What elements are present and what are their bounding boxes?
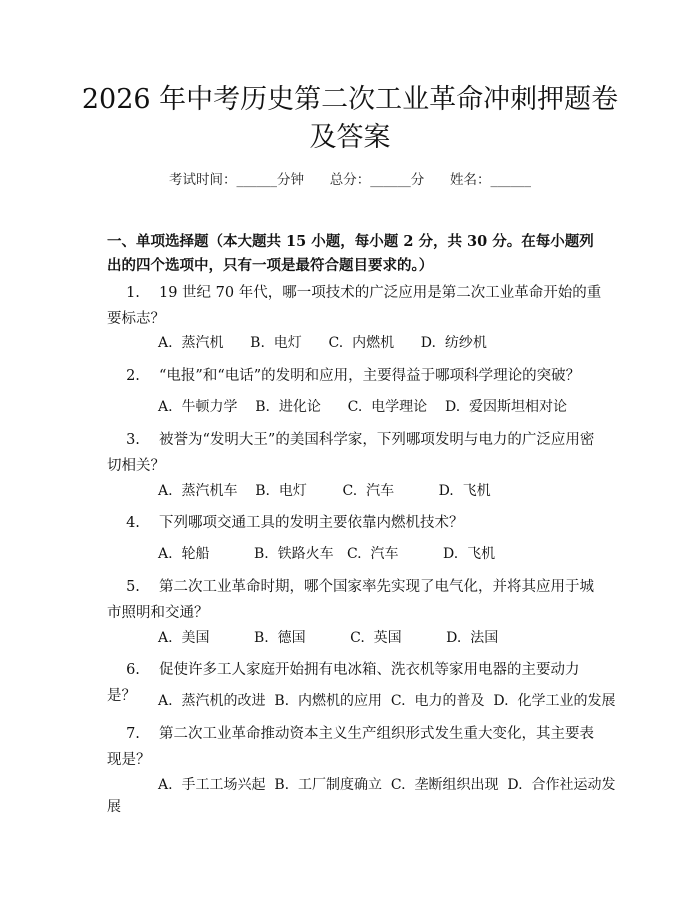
question-6-options: A. 蒸汽机的改进 B. 内燃机的应用 C. 电力的普及 D. 化学工业的发展 [158,693,616,709]
question-5 [107,574,602,626]
question-text: 第二次工业革命时期，哪个国家率先实现了电气化，并将其应用于城市照明和交通？ [107,579,594,621]
question-1 [107,280,602,332]
question-7-options-continued: 展 [107,799,121,815]
question-number: 1. [126,285,140,301]
section-heading: 一、单项选择题（本大题共 15 小题，每小题 2 分，共 30 分。在每小题列出的四个选项中，只有一项是最符合题目要求的。） [107,233,594,274]
question-text: 第二次工业革命推动资本主义生产组织形式发生重大变化，其主要表现是？ [107,726,594,768]
question-3 [107,427,602,479]
question-7-options: A. 手工工场兴起 B. 工厂制度确立 C. 垄断组织出现 D. 合作社运动发 [158,777,616,793]
question-number: 3. [126,432,140,448]
question-2 [107,363,602,389]
question-2-options: A. 牛顿力学 B. 进化论 C. 电学理论 D. 爱因斯坦相对论 [158,399,568,415]
question-5-options: A. 美国 B. 德国 C. 英国 D. 法国 [158,630,499,646]
question-7 [107,721,602,773]
question-text: “电报”和“电话”的发明和应用，主要得益于哪项科学理论的突破？ [159,368,581,384]
question-4 [107,510,602,536]
exam-meta-line: 考试时间：______分钟 总分：______分 姓名：______ [169,172,531,188]
exam-title-line1: 2026 年中考历史第二次工业革命冲刺押题卷 [81,84,619,115]
question-text: 被誉为“发明大王”的美国科学家，下列哪项发明与电力的广泛应用密切相关？ [107,432,595,474]
question-1-options: A. 蒸汽机 B. 电灯 C. 内燃机 D. 纺纱机 [158,335,487,351]
exam-title-line2: 及答案 [309,122,391,153]
question-text: 促使许多工人家庭开始拥有电冰箱、洗衣机等家用电器的主要动力是？ [107,662,580,704]
question-4-options: A. 轮船 B. 铁路火车 C. 汽车 D. 飞机 [158,546,496,562]
question-3-options: A. 蒸汽机车 B. 电灯 C. 汽车 D. 飞机 [158,483,491,499]
question-number: 2. [126,368,140,384]
question-number: 4. [126,515,140,531]
question-number: 7. [126,726,140,742]
question-text: 19 世纪 70 年代，哪一项技术的广泛应用是第二次工业革命开始的重要标志？ [107,285,602,327]
question-number: 5. [126,579,140,595]
question-text: 下列哪项交通工具的发明主要依靠内燃机技术？ [159,515,464,531]
question-number: 6. [126,662,140,678]
